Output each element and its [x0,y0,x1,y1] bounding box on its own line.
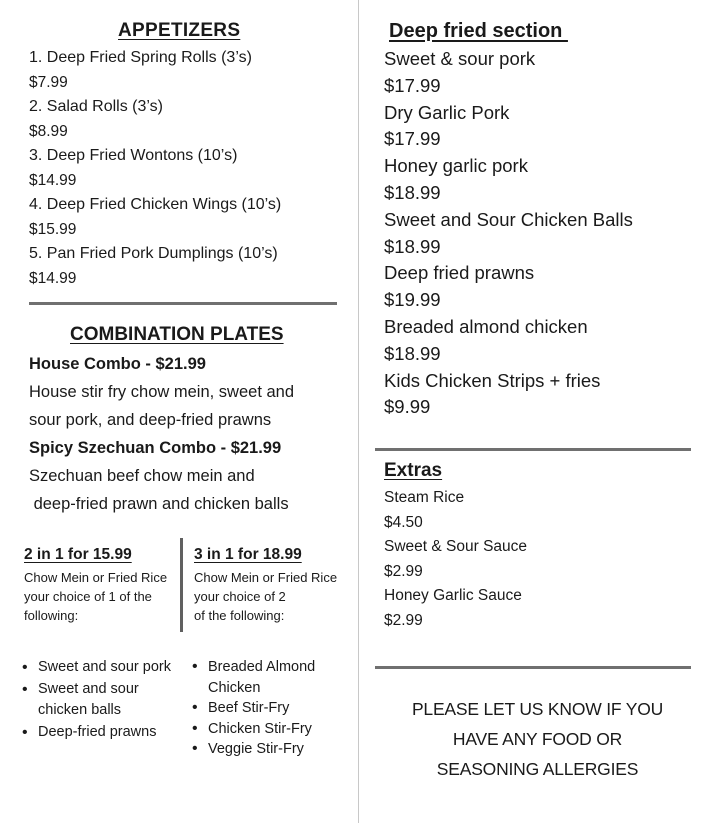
item-price: $14.99 [29,172,77,189]
combination-heading: COMBINATION PLATES [70,324,284,345]
item-price: $18.99 [384,235,441,257]
combo-desc: sour pork, and deep-fried prawns [29,411,272,429]
list-item: • Sweet and sour chicken balls [22,679,187,721]
section-rule [29,302,337,305]
item-price: $8.99 [29,123,68,140]
notice-line: PLEASE LET US KNOW IF YOU [411,699,664,719]
menu-item [29,95,349,144]
extras-list [384,486,684,633]
item-name: Breaded almond chicken [384,315,588,337]
deep-fried-list [384,46,704,421]
item-name: 4. Deep Fried Chicken Wings (10’s) [29,196,282,213]
list-item: • Breaded Almond Chicken [192,657,352,698]
combo-desc: House stir fry chow mein, sweet and [29,383,295,401]
deal-two-in-one [24,546,174,625]
allergy-notice [375,694,700,784]
menu-item [29,144,349,193]
deal-title: 3 in 1 for 18.99 [194,546,302,563]
item-name: 2. Salad Rolls (3’s) [29,98,163,115]
combo-name: Spicy Szechuan Combo - $21.99 [29,439,282,457]
item-name: 5. Pan Fried Pork Dumplings (10’s) [29,245,278,262]
column-divider [358,0,359,823]
item-name: Honey Garlic Sauce [384,587,522,604]
item-name: Kids Chicken Strips + fries [384,369,601,391]
extras-heading: Extras [384,460,443,481]
item-name: Deep fried prawns [384,262,535,284]
section-rule [375,666,691,669]
options-list-right [192,657,352,760]
item-name: 3. Deep Fried Wontons (10’s) [29,147,238,164]
item-name: Sweet and Sour Chicken Balls [384,208,633,230]
item-price: $18.99 [384,181,441,203]
menu-item [29,46,349,95]
combo-list [29,350,349,518]
options-list-left [22,657,187,744]
deal-line: following: [24,608,79,623]
item-name: Honey garlic pork [384,155,528,177]
combo-desc: Szechuan beef chow mein and [29,467,255,485]
list-item: • Beef Stir-Fry [192,698,352,719]
menu-item [29,193,349,242]
notice-line: HAVE ANY FOOD OR [452,729,623,749]
deal-line: your choice of 2 [194,589,286,604]
deal-line: your choice of 1 of the [24,589,152,604]
menu-item [29,242,349,291]
list-item: • Sweet and sour pork [22,657,187,678]
item-name: Sweet & sour pork [384,48,536,69]
item-price: $15.99 [29,221,77,238]
deal-line: Chow Mein or Fried Rice [194,570,338,585]
deal-title: 2 in 1 for 15.99 [24,546,132,563]
item-price: $2.99 [384,562,423,580]
item-price: $18.99 [384,342,441,364]
item-price: $7.99 [29,74,68,91]
item-name: Sweet & Sour Sauce [384,538,528,555]
notice-line: SEASONING ALLERGIES [436,759,639,779]
item-price: $17.99 [384,128,441,150]
appetizers-list [29,46,349,291]
item-name: Steam Rice [384,489,465,506]
item-price: $2.99 [384,611,423,629]
section-rule [375,448,691,451]
deal-three-in-one [194,546,354,625]
list-item: • Veggie Stir-Fry [192,739,352,760]
deal-line: Chow Mein or Fried Rice [24,570,168,585]
combo-desc: deep-fried prawn and chicken balls [29,495,289,513]
item-price: $9.99 [384,396,431,418]
deep-fried-heading: Deep fried section [389,20,568,42]
deal-line: of the following: [194,608,285,623]
list-item: • Chicken Stir-Fry [192,719,352,740]
item-name: 1. Deep Fried Spring Rolls (3’s) [29,49,252,66]
item-name: Dry Garlic Pork [384,101,510,123]
item-price: $14.99 [29,270,77,287]
combo-name: House Combo - $21.99 [29,355,206,373]
item-price: $4.50 [384,513,423,531]
appetizers-heading: APPETIZERS [118,20,241,41]
list-item: • Deep-fried prawns [22,722,187,743]
item-price: $19.99 [384,289,441,311]
item-price: $17.99 [384,74,441,96]
deal-divider [180,538,183,632]
